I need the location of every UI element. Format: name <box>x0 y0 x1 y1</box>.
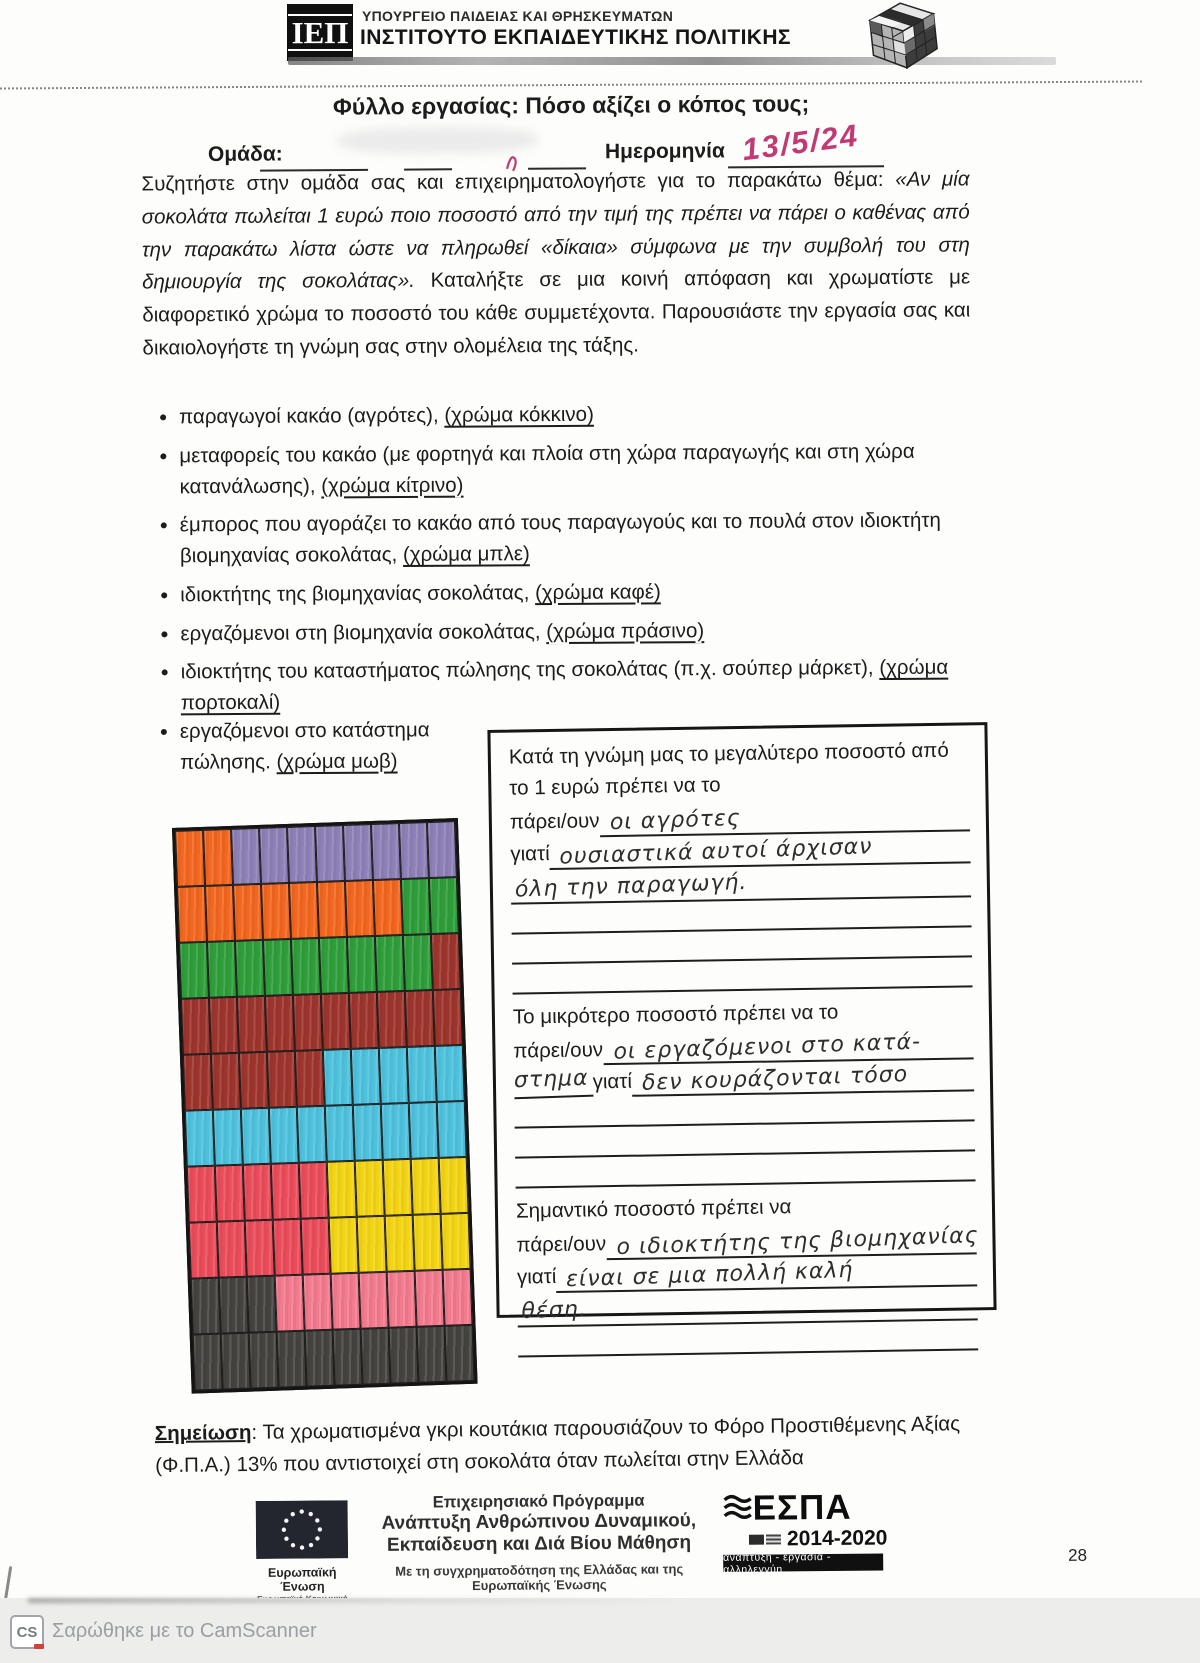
grid-cell <box>265 995 295 1052</box>
q2-reason-label: γιατί <box>592 1069 633 1093</box>
worksheet-title: Φύλλο εργασίας: Πόσο αξίζει ο κόπος τους; <box>332 90 810 120</box>
grid-cell <box>267 1051 297 1108</box>
grid-cell <box>221 1333 251 1390</box>
cofinance-text: Με τη συγχρηματοδότηση της Ελλάδας και της Ευρωπαϊκής Ένωσης <box>395 1561 684 1594</box>
answer-box <box>487 722 996 1325</box>
grid-cell <box>351 1048 381 1105</box>
grid-cell <box>401 878 431 935</box>
percentage-grid <box>172 818 478 1394</box>
group-label: Ομάδα: <box>207 142 283 167</box>
q1-receiver-label: πάρει/ουν <box>509 808 600 834</box>
handwritten-answer: οι αγρότες <box>609 805 741 835</box>
grid-cell <box>297 1106 327 1163</box>
list-item <box>180 506 972 572</box>
color-note: (χρώμα μπλε) <box>402 542 530 566</box>
camscanner-strip <box>0 1598 1200 1663</box>
color-note: (χρώμα καφέ) <box>534 580 661 604</box>
rubiks-cube-image <box>860 0 948 83</box>
grid-cell <box>359 1272 389 1329</box>
grid-cell <box>209 997 239 1054</box>
stakeholder-text: εργαζόμενοι στη βιομηχανία σοκολάτας, <box>180 619 547 645</box>
date-label: Ημερομηνία <box>604 139 725 164</box>
ministry-title: ΥΠΟΥΡΓΕΙΟ ΠΑΙΔΕΙΑΣ ΚΑΙ ΘΡΗΣΚΕΥΜΑΤΩΝ <box>362 8 674 24</box>
grid-cell <box>347 936 377 993</box>
grid-cell <box>203 829 233 886</box>
grid-cell <box>299 1162 329 1219</box>
grid-cell <box>273 1219 303 1276</box>
grid-cell <box>383 1159 413 1216</box>
grid-cell <box>243 1164 273 1221</box>
grid-cell <box>235 940 265 997</box>
handwritten-answer: όλη την παραγωγή. <box>514 869 748 903</box>
grid-cell <box>325 1105 355 1162</box>
q3-prompt: Σημαντικό ποσοστό πρέπει να <box>515 1195 792 1223</box>
stakeholder-text: μεταφορείς του κακάο (με φορτηγά και πλοία στη χώρα παραγωγής και στη χώρα κατανάλωσης), <box>179 439 915 498</box>
q1-reason-label: γιατί <box>510 841 550 866</box>
stakeholder-list-last <box>150 715 486 787</box>
grid-cell <box>379 1047 409 1104</box>
grid-cell <box>301 1218 331 1275</box>
handwritten-date: 13/5/24 <box>740 117 862 168</box>
grid-cell <box>215 1165 245 1222</box>
grid-cell <box>415 1270 445 1327</box>
grid-cell <box>315 825 345 882</box>
grid-cell <box>345 880 375 937</box>
program-line1: Επιχειρησιακό Πρόγραμμα <box>432 1491 645 1512</box>
grid-cell <box>437 1101 467 1158</box>
grid-cell <box>439 1157 469 1214</box>
program-line2: Ανάπτυξη Ανθρώπινου Δυναμικού, <box>381 1510 697 1534</box>
grid-cell <box>417 1326 447 1383</box>
grid-cell <box>411 1158 441 1215</box>
grid-cell <box>181 998 211 1055</box>
grid-cell <box>211 1053 241 1110</box>
grid-cell <box>259 827 289 884</box>
color-note: (χρώμα πορτοκαλί) <box>180 655 949 715</box>
grid-cell <box>389 1327 419 1384</box>
program-text <box>380 1491 699 1594</box>
grid-cell <box>247 1276 277 1333</box>
page-number: 28 <box>1068 1545 1088 1565</box>
espa-text: ΕΣΠΑ <box>752 1487 852 1528</box>
grid-cell <box>237 996 267 1053</box>
grid-cell <box>305 1330 335 1387</box>
grid-cell <box>399 822 429 879</box>
list-item <box>180 575 972 611</box>
grid-cell <box>371 823 401 880</box>
color-note: (χρώμα κίτρινο) <box>321 473 464 497</box>
grid-cell <box>291 938 321 995</box>
camscanner-icon: CS <box>10 1615 44 1649</box>
grid-cell <box>207 941 237 998</box>
grid-cell <box>205 885 235 942</box>
institute-title: ΙΝΣΤΙΤΟΥΤΟ ΕΚΠΑΙΔΕΥΤΙΚΗΣ ΠΟΛΙΤΙΚΗΣ <box>360 26 791 49</box>
stakeholder-text: ιδιοκτήτης του καταστήματος πώλησης της σοκολάτας (π.χ. σούπερ μάρκετ), <box>180 656 880 684</box>
eu-mini-flag-icon <box>749 1535 764 1545</box>
grid-cell <box>261 883 291 940</box>
grid-cell <box>387 1271 417 1328</box>
handwritten-answer: ο ιδιοκτήτης της βιομηχανίας <box>615 1223 979 1261</box>
grid-cell <box>183 1054 213 1111</box>
handwritten-answer: θέση. <box>521 1296 588 1325</box>
footnote-text: : Τα χρωματισμένα γκρι κουτάκια παρουσιάζουν το Φόρο Προστιθέμενης Αξίας (Φ.Π.Α.) 13% που αντιστοιχεί στη σοκολάτα όταν πωλείται στην Ελλάδα <box>155 1412 961 1477</box>
handwritten-answer: οι εργαζόμενοι στο κατά- <box>612 1029 921 1065</box>
grid-cell <box>375 935 405 992</box>
grid-cell <box>407 1046 437 1103</box>
grid-cell <box>427 821 457 878</box>
grid-cell <box>177 886 207 943</box>
grid-cell <box>445 1325 475 1382</box>
program-line3: Εκπαίδευση και Διά Βίου Μάθηση <box>386 1532 692 1556</box>
grid-cell <box>249 1332 279 1389</box>
ruled-line <box>518 1320 978 1357</box>
grid-cell <box>409 1102 439 1159</box>
intro-rest: Καταλήξτε σε μια κοινή απόφαση και χρωματίστε με διαφορετικό χρώμα το ποσοστό του κάθε συμμετέχοντα. Παρουσιάστε την εργασία σας και δικαιολογήστε τη γνώμη σας στην ολομέλεια της τάξης. <box>142 265 971 360</box>
grid-cell <box>353 1104 383 1161</box>
q2-receiver-label: πάρει/ουν <box>513 1037 604 1063</box>
grid-cell <box>217 1221 247 1278</box>
grid-cell <box>231 828 261 885</box>
espa-tagline: ανάπτυξη - εργασία - αλληλεγγύη <box>723 1554 883 1572</box>
grid-cell <box>271 1163 301 1220</box>
stakeholder-text: εργαζόμενοι στο κατάστημα πώλησης. <box>179 718 430 774</box>
grid-cell <box>317 881 347 938</box>
iep-logo-text: ΙΕΠ <box>288 14 353 51</box>
grid-cell <box>327 1161 357 1218</box>
grid-cell <box>403 934 433 991</box>
grid-cell <box>295 1050 325 1107</box>
grid-cell <box>263 939 293 996</box>
grid-cell <box>355 1160 385 1217</box>
grid-cell <box>185 1110 215 1167</box>
grid-cell <box>233 884 263 941</box>
dotted-separator <box>0 81 1142 90</box>
list-item <box>180 715 486 778</box>
grid-cell <box>443 1269 473 1326</box>
grid-cell <box>287 826 317 883</box>
grid-cell <box>303 1274 333 1331</box>
grid-cell <box>277 1331 307 1388</box>
grid-cell <box>275 1275 305 1332</box>
stakeholder-text: παραγωγοί κακάο (αγρότες), <box>179 403 445 429</box>
grid-cell <box>343 824 373 881</box>
footnote <box>155 1408 994 1482</box>
intro-paragraph <box>141 163 970 365</box>
grid-cell <box>333 1329 363 1386</box>
answer-blank-line <box>632 1058 975 1097</box>
grid-cell <box>435 1045 465 1102</box>
color-note: (χρώμα κόκκινο) <box>444 402 594 427</box>
stakeholder-list <box>149 397 973 727</box>
grid-cell <box>241 1108 271 1165</box>
iep-logo <box>287 4 353 61</box>
espa-logo <box>723 1487 894 1576</box>
grid-cell <box>381 1103 411 1160</box>
grid-cell <box>219 1277 249 1334</box>
grid-cell <box>433 989 463 1046</box>
espa-years: 2014-2020 <box>786 1526 888 1551</box>
stakeholder-text: ιδιοκτήτης της βιομηχανίας σοκολάτας, <box>180 580 536 607</box>
list-item <box>180 614 972 650</box>
q2-prompt: Το μικρότερο ποσοστό πρέπει να το <box>512 999 839 1029</box>
grid-cell <box>377 991 407 1048</box>
grid-cell <box>405 990 435 1047</box>
list-item <box>181 653 973 719</box>
handwritten-answer: δεν κουράζονται τόσο <box>641 1062 909 1097</box>
grid-cell <box>191 1278 221 1335</box>
grid-cell <box>319 937 349 994</box>
grid-cell <box>361 1328 391 1385</box>
grid-cell <box>329 1217 359 1274</box>
grid-cell <box>413 1214 443 1271</box>
footer <box>0 1487 1200 1597</box>
grid-cell <box>293 994 323 1051</box>
grid-cell <box>239 1052 269 1109</box>
greek-mini-flag-icon <box>766 1534 781 1544</box>
grid-cell <box>289 882 319 939</box>
list-item <box>179 436 971 502</box>
handwritten-answer: είναι σε μια πολλή καλή <box>565 1257 855 1293</box>
eu-flag-icon <box>256 1500 349 1559</box>
grid-cell <box>429 877 459 934</box>
grid-cell <box>189 1222 219 1279</box>
espa-waves-icon <box>723 1491 753 1525</box>
grid-cell <box>175 830 205 887</box>
grid-cell <box>331 1273 361 1330</box>
color-note: (χρώμα πράσινο) <box>546 618 705 643</box>
grid-cell <box>245 1220 275 1277</box>
grid-cell <box>441 1213 471 1270</box>
grid-cell <box>323 1049 353 1106</box>
handwritten-answer: στημα <box>513 1062 593 1100</box>
q3-reason-label: γιατί <box>516 1265 557 1289</box>
footnote-label: Σημείωση <box>154 1420 252 1446</box>
grid-cell <box>349 992 379 1049</box>
ruled-line <box>515 1152 975 1189</box>
intro-quote: «Αν μία σοκολάτα πωλείται 1 ευρώ ποιο ποσοστό από την τιμή της πρέπει να πάρει ο καθένας από την παρακάτω λίστα ώστε να πληρωθεί «δίκαια» σύμφωνα με την συμβολή του στη δημιουργία της σοκολάτας». <box>141 167 970 294</box>
q1-prompt: Κατά τη γνώμη μας το μεγαλύτερο ποσοστό από το 1 ευρώ πρέπει να το <box>508 738 949 800</box>
grid-cell <box>179 942 209 999</box>
grid-cell <box>213 1109 243 1166</box>
grid-cell <box>193 1334 223 1391</box>
camscanner-text: Σαρώθηκε με το CamScanner <box>52 1620 317 1642</box>
list-item <box>179 397 971 433</box>
color-note: (χρώμα μωβ) <box>276 749 398 774</box>
handwritten-answer: ουσιαστικά αυτοί άρχισαν <box>559 833 874 870</box>
q3-receiver-label: πάρει/ουν <box>516 1232 607 1257</box>
grid-cell <box>269 1107 299 1164</box>
ruled-line <box>512 957 972 994</box>
intro-lead: Συζητήστε στην ομάδα σας και επιχειρηματολογήστε για το παρακάτω θέμα: <box>141 167 896 196</box>
grid-cell <box>357 1216 387 1273</box>
grid-cell <box>431 933 461 990</box>
grid-cell <box>385 1215 415 1272</box>
grid-cell <box>321 993 351 1050</box>
eu-flag-label: Ευρωπαϊκή Ένωση <box>267 1565 337 1594</box>
eu-flag-logo <box>256 1500 349 1614</box>
grid-cell <box>373 879 403 936</box>
stakeholder-text: έμπορος που αγοράζει το κακάο από τους παραγωγούς και το πουλά στον ιδιοκτήτη βιομηχανίας σοκολάτας, <box>179 508 941 568</box>
grid-cell <box>187 1166 217 1223</box>
